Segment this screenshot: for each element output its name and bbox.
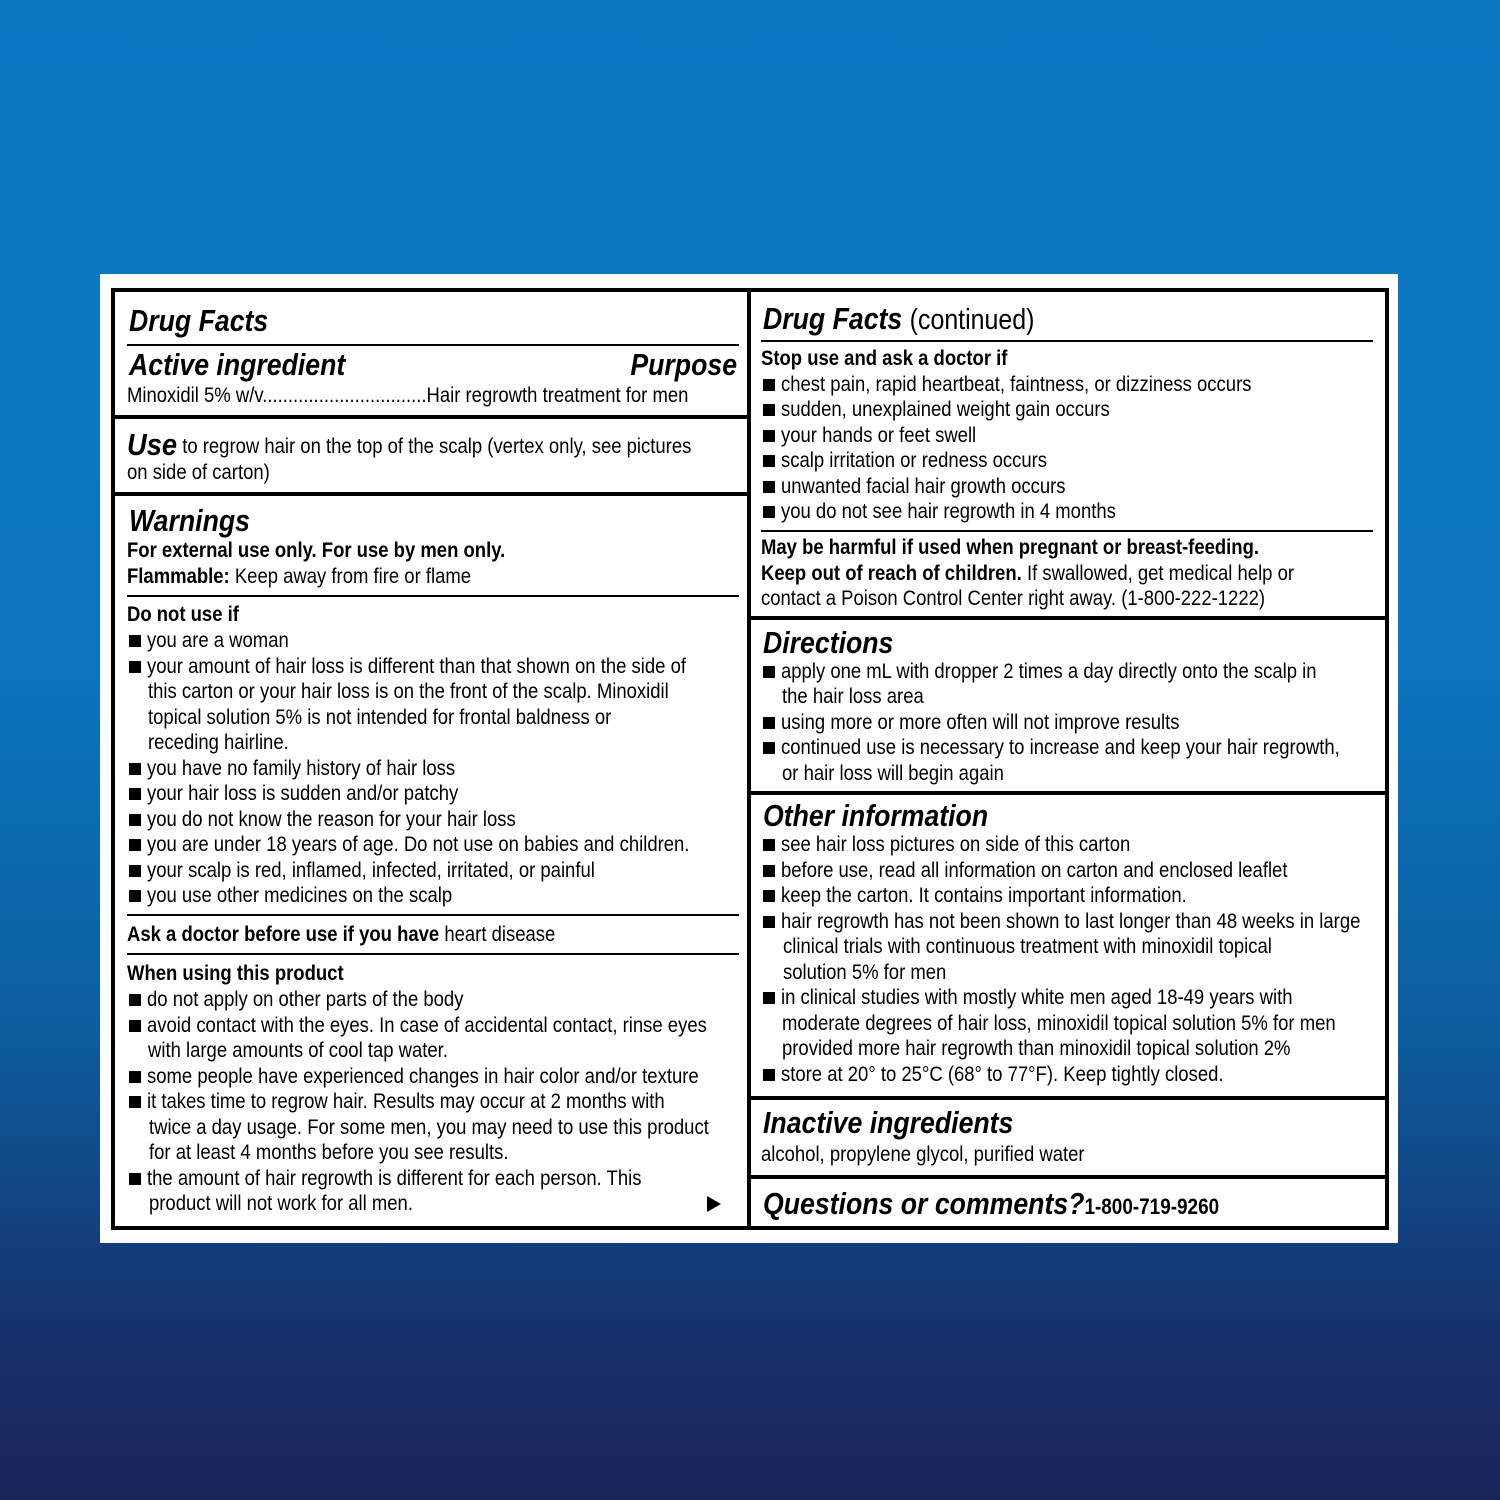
bullet [763,865,775,877]
bullet [763,916,775,928]
bullet [763,717,775,729]
pregnancy-warning: May be harmful if used when pregnant or breast-feeding. [761,536,1260,559]
list-item: chest pain, rapid heartbeat, faintness, or dizziness occurs [781,373,1252,396]
bullet [129,763,141,775]
bullet [763,506,775,518]
list-item: some people have experienced changes in hair color and/or texture [147,1065,699,1088]
bullet [129,1096,141,1108]
list-item: do not apply on other parts of the body [147,988,464,1011]
list-item: your hair loss is sudden and/or patchy [147,782,459,805]
drug-facts-frame [111,288,1389,1230]
keep-out-of-reach-line [761,561,1294,587]
external-use-warning: For external use only. For use by men only. [127,539,506,562]
directions-heading: Directions [763,625,894,660]
bullet [129,994,141,1006]
list-item: you are under 18 years of age. Do not use on babies and children. [147,833,690,856]
bullet [763,992,775,1004]
list-item: provided more hair regrowth than minoxidil topical solution 2% [782,1037,1291,1060]
use-heading: Use [127,427,178,462]
list-item: hair regrowth has not been shown to last longer than 48 weeks in large [781,910,1361,933]
bullet [763,1069,775,1081]
list-item: topical solution 5% is not intended for frontal baldness or [148,706,612,729]
drug-facts-left-column [115,292,751,1226]
list-item: before use, read all information on carton and enclosed leaflet [781,859,1288,882]
list-item: your amount of hair loss is different than that shown on the side of [147,655,686,678]
divider [127,953,739,955]
warnings-heading: Warnings [129,503,250,538]
list-item: solution 5% for men [783,961,947,984]
list-item: keep the carton. It contains important information. [781,884,1187,907]
ask-doctor-text: heart disease [444,923,556,946]
list-item: product will not work for all men. [149,1192,413,1215]
questions-phone: 1-800-719-9260 [1084,1194,1220,1219]
list-item: you do not see hair regrowth in 4 months [781,500,1116,523]
divider [761,340,1373,342]
stop-use-section [751,292,1385,620]
bullet [763,890,775,902]
list-item: unwanted facial hair growth occurs [781,475,1066,498]
bullet [763,404,775,416]
other-information-heading: Other information [763,798,989,833]
list-item: moderate degrees of hair loss, minoxidil topical solution 5% for men [782,1012,1336,1035]
inactive-ingredients-section [751,1100,1385,1179]
purpose-heading: Purpose [630,347,737,382]
active-ingredient-line: Minoxidil 5% w/v................................Hair regrowth treatment for men [127,384,689,407]
list-item: for at least 4 months before you see results. [149,1141,509,1164]
list-item: in clinical studies with mostly white men aged 18-49 years with [781,986,1293,1009]
questions-heading: Questions or comments? [763,1186,1085,1221]
list-item: with large amounts of cool tap water. [148,1039,448,1062]
list-item: using more or more often will not improve results [781,711,1180,734]
list-item: twice a day usage. For some men, you may need to use this product [149,1116,709,1139]
continued-label: (continued) [909,304,1035,336]
drug-facts-card [100,274,1398,1243]
flammable-text: Keep away from fire or flame [234,565,472,588]
list-item: or hair loss will begin again [782,762,1004,785]
bullet [763,430,775,442]
when-using-heading: When using this product [127,962,344,985]
use-line-1 [127,427,692,462]
bullet [763,742,775,754]
bullet [129,661,141,673]
bullet [129,635,141,647]
flammable-label: Flammable: [127,565,230,588]
active-ingredient-section [115,292,747,419]
divider [127,344,739,346]
bullet [129,1020,141,1032]
list-item: see hair loss pictures on side of this carton [781,833,1131,856]
list-item: your hands or feet swell [781,424,977,447]
continue-arrow-icon [707,1196,721,1212]
list-item: you are a woman [147,629,289,652]
keep-out-label: Keep out of reach of children. [761,562,1022,585]
drug-facts-right-column [751,292,1385,1226]
divider [127,914,739,916]
use-section [115,419,747,496]
list-item: you use other medicines on the scalp [147,884,453,907]
bullet [763,839,775,851]
do-not-use-heading: Do not use if [127,603,239,626]
questions-line [763,1187,1219,1224]
list-item: this carton or your hair loss is on the front of the scalp. Minoxidil [148,680,669,703]
bullet [763,455,775,467]
list-item: store at 20° to 25°C (68° to 77°F). Keep tightly closed. [781,1063,1224,1086]
bullet [129,1173,141,1185]
list-item: you have no family history of hair loss [147,757,456,780]
list-item: receding hairline. [148,731,289,754]
use-text-1: to regrow hair on the top of the scalp (vertex only, see pictures [182,435,692,458]
drug-facts-title: Drug Facts [129,303,269,338]
ask-doctor-line [127,922,555,948]
bullet [129,1071,141,1083]
bullet [129,865,141,877]
bullet [129,839,141,851]
use-line-2: on side of carton) [127,461,270,484]
other-information-section [751,795,1385,1100]
inactive-ingredients-text: alcohol, propylene glycol, purified water [761,1143,1085,1166]
questions-section [751,1179,1385,1230]
poison-control-line: contact a Poison Control Center right away. (1-800-222-1222) [761,587,1266,610]
active-ingredient-heading: Active ingredient [129,347,346,382]
list-item: the hair loss area [782,685,924,708]
list-item: apply one mL with dropper 2 times a day directly onto the scalp in [781,660,1317,683]
bullet [763,481,775,493]
list-item: avoid contact with the eyes. In case of accidental contact, rinse eyes [147,1014,707,1037]
list-item: scalp irritation or redness occurs [781,449,1048,472]
bullet [129,814,141,826]
flammable-warning [127,564,471,590]
bullet [763,666,775,678]
list-item: it takes time to regrow hair. Results may occur at 2 months with [147,1090,665,1113]
inactive-ingredients-heading: Inactive ingredients [763,1105,1014,1140]
drug-facts-continued-title [763,302,1034,337]
divider [127,595,739,597]
list-item: continued use is necessary to increase and keep your hair regrowth, [781,736,1340,759]
bullet [129,890,141,902]
drug-facts-title-right: Drug Facts [763,301,903,336]
bullet [129,788,141,800]
stop-use-heading: Stop use and ask a doctor if [761,347,1008,370]
ask-doctor-label: Ask a doctor before use if you have [127,923,440,946]
keep-out-text: If swallowed, get medical help or [1026,562,1295,585]
directions-section [751,620,1385,795]
list-item: your scalp is red, inflamed, infected, irritated, or painful [147,859,595,882]
warnings-section [115,496,747,1230]
list-item: you do not know the reason for your hair loss [147,808,516,831]
list-item: clinical trials with continuous treatment with minoxidil topical [783,935,1272,958]
list-item: the amount of hair regrowth is different for each person. This [147,1167,642,1190]
divider [761,530,1373,532]
bullet [763,379,775,391]
list-item: sudden, unexplained weight gain occurs [781,398,1110,421]
